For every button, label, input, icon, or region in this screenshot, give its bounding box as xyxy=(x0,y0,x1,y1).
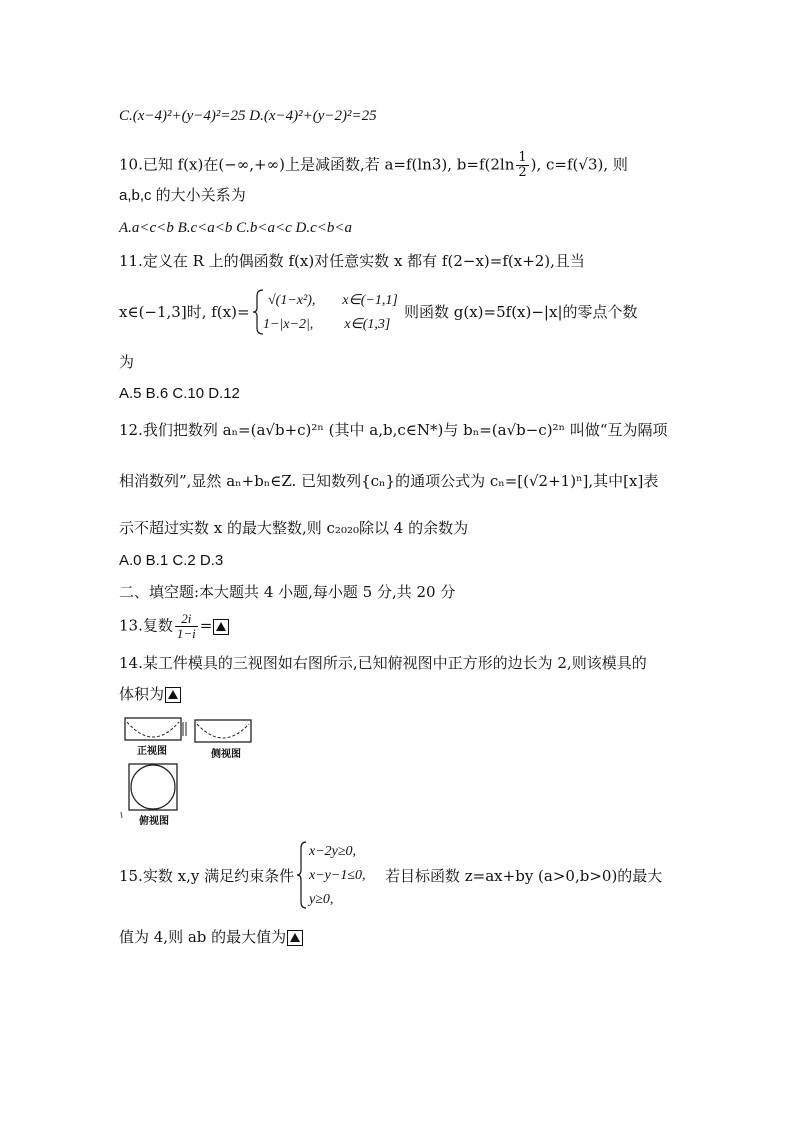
q10-frac-den: 2 xyxy=(518,165,527,180)
q11-case1-expr: √(1−x²), xyxy=(268,293,316,308)
front-view-label: 正视图 xyxy=(137,746,167,757)
q13-line xyxy=(119,612,229,641)
q13-fraction xyxy=(175,612,198,641)
q11-line1: 11.定义在 R 上的偶函数 f(x)对任意实数 x 都有 f(2−x)=f(x+2),且当 xyxy=(119,252,585,270)
section-heading: 二、填空题:本大题共 4 小题,每小题 5 分,共 20 分 xyxy=(119,583,456,601)
q10-line1 xyxy=(119,151,628,180)
answer-blank-icon xyxy=(213,619,229,635)
q10-text: 10.已知 f(x)在(−∞,+∞)上是减函数,若 a=f(ln3), b=f(2ln xyxy=(119,155,515,174)
q11-case2-domain: x∈(1,3] xyxy=(344,317,391,332)
q15-after: 若目标函数 z=ax+by (a>0,b>0)的最大 xyxy=(385,867,663,885)
q15-line2-text: 值为 4,则 ab 的最大值为 xyxy=(119,928,287,946)
option-d: D.(x−4)²+(y−2)²=25 xyxy=(249,108,377,124)
q13-frac-den: 1−i xyxy=(176,626,196,641)
q10-frac-num: 1 xyxy=(518,150,527,165)
side-view-label: 侧视图 xyxy=(211,749,241,760)
top-view-label: 俯视图 xyxy=(139,816,169,827)
three-view-figure xyxy=(119,712,259,830)
q12-options: A.0 B.1 C.2 D.3 xyxy=(119,552,224,569)
q12-line3: 示不超过实数 x 的最大整数,则 c₂₀₂₀除以 4 的余数为 xyxy=(119,519,469,537)
q12-line2: 相消数列”,显然 aₙ+bₙ∈Z. 已知数列{cₙ}的通项公式为 cₙ=[(√2+1)ⁿ],其中[x]表 xyxy=(119,472,659,490)
q11-wei: 为 xyxy=(119,353,135,371)
q13-frac-num: 2i xyxy=(175,612,198,627)
q11-cond: x∈(−1,3]时, f(x)= xyxy=(119,303,250,321)
q15-constraint-1: x−2y≥0, xyxy=(309,844,357,859)
q10-options: A.a<c<b B.c<a<b C.b<a<c D.c<b<a xyxy=(119,220,353,236)
q15-line2 xyxy=(119,927,303,947)
answer-blank-icon xyxy=(165,687,181,703)
q13-prefix: 13.复数 xyxy=(119,616,173,635)
q11-case2 xyxy=(263,315,390,335)
q15-constraint-3: y≥0, xyxy=(309,892,334,907)
q14-line2 xyxy=(119,684,181,704)
q14-line1: 14.某工件模具的三视图如右图所示,已知俯视图中正方形的边长为 2,则该模具的 xyxy=(119,654,647,672)
q11-after: 则函数 g(x)=5f(x)−|x|的零点个数 xyxy=(404,303,638,321)
option-row-cd xyxy=(119,106,377,126)
q11-options: A.5 B.6 C.10 D.12 xyxy=(119,385,240,402)
q13-eq: = xyxy=(199,616,213,635)
q14-line2-text: 体积为 xyxy=(119,685,165,703)
q15-constraint-2: x−y−1≤0, xyxy=(309,868,366,883)
q15-brace xyxy=(296,840,308,910)
q10-text-end: ), c=f(√3), 则 xyxy=(530,155,628,174)
q11-case1 xyxy=(268,291,398,311)
q10-line2: a,b,c 的大小关系为 xyxy=(119,187,246,204)
q10-fraction xyxy=(516,151,528,180)
answer-blank-icon xyxy=(287,930,303,946)
option-c: C.(x−4)²+(y−4)²=25 xyxy=(119,108,246,124)
q12-line1: 12.我们把数列 aₙ=(a√b+c)²ⁿ (其中 a,b,c∈N*)与 bₙ=(a√b−c)²ⁿ 叫做“互为隔项 xyxy=(119,421,668,439)
q15-prefix: 15.实数 x,y 满足约束条件 xyxy=(119,867,295,885)
q11-case2-expr: 1−|x−2|, xyxy=(263,317,314,332)
q11-case1-domain: x∈(−1,1] xyxy=(342,293,398,308)
